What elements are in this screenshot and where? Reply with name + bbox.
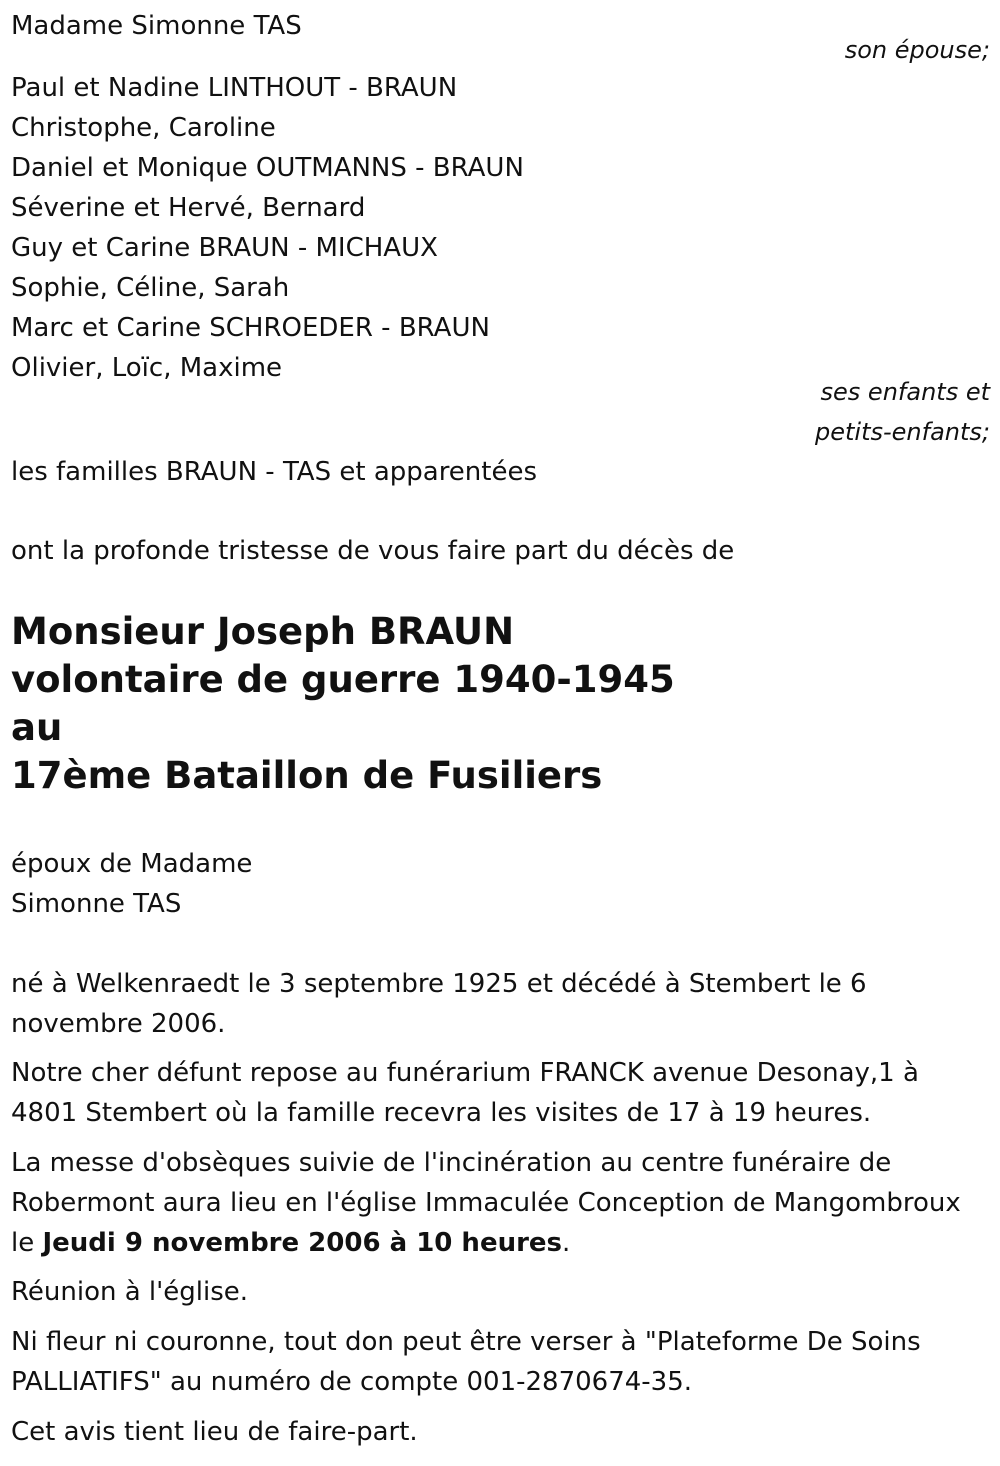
list-item: Séverine et Hervé, Bernard <box>11 193 366 223</box>
children-role-line1: ses enfants et <box>820 378 990 406</box>
funeral-text: La messe d'obsèques suivie de l'incinération au centre funéraire de Robermont aura lieu en l'église Immaculée Conception de Mangombroux le <box>11 1148 961 1258</box>
list-item: Christophe, Caroline <box>11 113 276 143</box>
deceased-title: volontaire de guerre 1940-1945 <box>11 658 675 701</box>
list-item: Paul et Nadine LINTHOUT - BRAUN <box>11 73 458 103</box>
deceased-title-au: au <box>11 706 63 749</box>
announcement-line: ont la profonde tristesse de vous faire part du décès de <box>11 536 735 566</box>
repose-paragraph: Notre cher défunt repose au funérarium FRANCK avenue Desonay,1 à 4801 Stembert où la famille recevra les visites de 17 à 19 heures. <box>11 1058 919 1128</box>
funeral-period: . <box>562 1228 571 1258</box>
list-item: Sophie, Céline, Sarah <box>11 273 290 303</box>
meeting-line: Réunion à l'église. <box>11 1277 249 1307</box>
closing-line: Cet avis tient lieu de faire-part. <box>11 1417 418 1447</box>
deceased-battalion: 17ème Bataillon de Fusiliers <box>11 754 603 797</box>
list-item: Daniel et Monique OUTMANNS - BRAUN <box>11 153 524 183</box>
list-item: Olivier, Loïc, Maxime <box>11 353 283 383</box>
list-item: Marc et Carine SCHROEDER - BRAUN <box>11 313 490 343</box>
husband-of-line2: Simonne TAS <box>11 889 182 919</box>
donation-paragraph: Ni fleur ni couronne, tout don peut être verser à "Plateforme De Soins PALLIATIFS" au numéro de compte 001-2870674-35. <box>11 1327 921 1397</box>
spouse-name: Madame Simonne TAS <box>11 11 302 41</box>
deceased-name: Monsieur Joseph BRAUN <box>11 610 515 653</box>
husband-of-line1: époux de Madame <box>11 849 253 879</box>
funeral-date: Jeudi 9 novembre 2006 à 10 heures <box>42 1228 563 1258</box>
families-line: les familles BRAUN - TAS et apparentées <box>11 457 538 487</box>
list-item: Guy et Carine BRAUN - MICHAUX <box>11 233 438 263</box>
children-role-line2: petits-enfants; <box>815 418 990 446</box>
birth-death-paragraph: né à Welkenraedt le 3 septembre 1925 et décédé à Stembert le 6 novembre 2006. <box>11 969 867 1039</box>
funeral-paragraph <box>11 1143 991 1263</box>
spouse-role: son épouse; <box>844 36 990 64</box>
